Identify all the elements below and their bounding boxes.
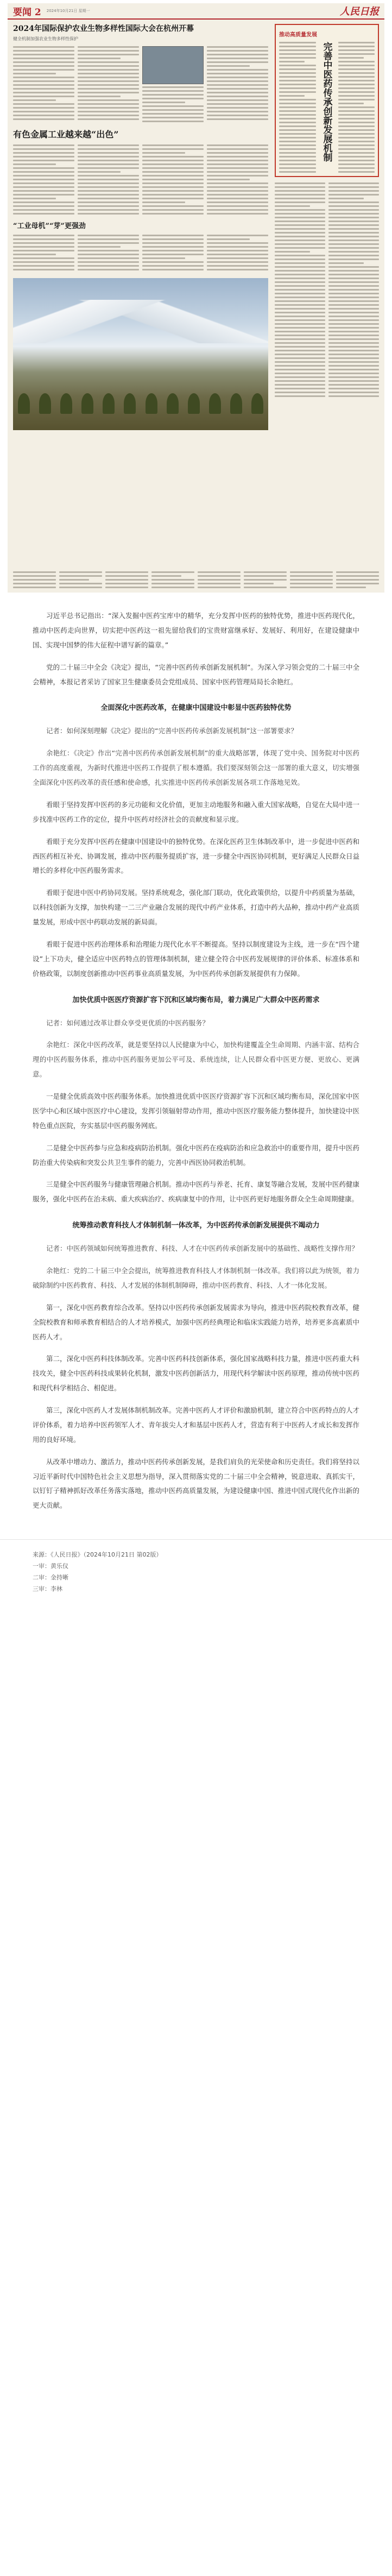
article-paragraph: 看眼于坚持发挥中医药的多元功能和文化价值，更加主动地服务和融入重大国家战略，自觉在大局中进一步找准中医药工作的定位，提升中医药对经济社会的贡献度和显示度。: [33, 800, 359, 823]
newspaper-page-image-wrapper: [0, 0, 392, 593]
newspaper-box-title: 完善中医药传承创新发展机制: [321, 42, 332, 162]
article-answer: 余艳红：深化中医药改革，就是要坚持以人民健康为中心，加快构建覆盖全生命周期、内涵丰富、结构合理的中医药服务体系，推动中医药服务更加公平可及、系统连续，让人民群众看中医更方便、更放心、更满意。: [33, 1041, 359, 1079]
article-source: 来源：《人民日报》（2024年10月21日 第02版）: [33, 1551, 162, 1559]
article-answer: 余艳红：党的二十届三中全会提出，统筹推进教育科技人才体制机制一体改革。我们将以此为统领，着力破除制约中医药教育、科技、人才发展的体制机制障碍，推动中医药教育、科技、人才一体化发展。: [33, 1267, 359, 1289]
newspaper-logo: 人民日报: [340, 6, 379, 17]
article-paragraph: 第一，深化中医药教育综合改革。坚持以中医药传承创新发展需求为导向，推进中医药院校教育改革，健全院校教育和师承教育相结合的人才培养模式，加强中医药经典理论和临床实践能力培养，培养更多高素质中医药人才。: [33, 1303, 359, 1341]
article-question: 记者：如何深刻理解《决定》提出的“完善中医药传承创新发展机制”这一部署要求？: [46, 727, 298, 735]
newspaper-text-block-2: [13, 144, 268, 215]
article-answer: 余艳红：《决定》作出“完善中医药传承创新发展机制”的重大战略部署，体现了党中央、国务院对中医药工作的高度重视，为新时代推进中医药工作提供了根本遵循。我们要深刻领会这一部署的重大意义，切实增强全面深化中医药改革的责任感和使命感，扎实推进中医药传承创新发展各项工作落地见效。: [33, 749, 359, 786]
newspaper-right-text: [275, 182, 379, 397]
article-paragraph: 第二，深化中医药科技体制改革。完善中医药科技创新体系，强化国家战略科技力量，推进中医药重大科技攻关，健全中医药科技成果转化机制，激发中医药创新活力，用现代科学解读中医药原理，推动传统中医药和现代科学相结合、相促进。: [33, 1355, 359, 1393]
article-section-heading: 统筹推动教育科技人才体制机制一体改革，为中医药传承创新发展提供不竭动力: [72, 1221, 320, 1230]
article-paragraph: 看眼于促进中医中药协同发展。坚持系统观念，强化部门联动，优化政策供给，以提升中药质量为基础，以科技创新为支撑，加快构建一二三产业融合发展的现代中药产业体系，打造中药大品种，推动中药产业高质量发展，形成中医中药联动发展的新局面。: [33, 889, 359, 926]
newspaper-box-tag: 推动高质量发展: [279, 32, 317, 38]
newspaper-mid-headline: 有色金属工业越来越“出色”: [13, 129, 119, 140]
article-paragraph: 习近平总书记指出：“深入发掘中医药宝库中的精华，充分发挥中医药的独特优势，推进中医药现代化，推动中医药走向世界，切实把中医药这一祖先留给我们的宝贵财富继承好、发展好、利用好，在建设健康中国、实现中国梦的伟大征程中谱写新的篇章。”: [33, 612, 359, 649]
newspaper-masthead: [8, 3, 384, 20]
article-paragraph: 三是健全中医药服务与健康管理融合机制。推动中医药与养老、托育、康复等融合发展，发展中医药健康服务，强化中医药在治未病、重大疾病治疗、疾病康复中的作用，让中医药更好地服务群众全生命周期健康。: [33, 1180, 359, 1204]
newspaper-top-subheadline: 健全机制加强农业生物多样性保护: [13, 36, 78, 42]
article-paragraph: 二是健全中医药参与应急和疫病防治机制。强化中医药在疫病防治和应急救治中的重要作用，提升中医药防治重大传染病和突发公共卫生事件的能力，完善中西医协同救治机制。: [33, 1143, 359, 1167]
newspaper-page-image: [8, 3, 384, 593]
article-paragraph: 一是健全优质高效中医药服务体系。加快推进优质中医医疗资源扩容下沉和区域均衡布局，深化国家中医医学中心和区域中医医疗中心建设，发挥引领辐射带动作用，推动中医医疗服务能力整体提升，加快建设中医特色重点医院，夯实基层中医药服务网底。: [33, 1092, 359, 1130]
article-section-heading: 加快优质中医医疗资源扩容下沉和区域均衡布局，着力满足广大群众中医药需求: [72, 996, 320, 1004]
article-body: [0, 593, 392, 1526]
newspaper-left-column: [13, 24, 268, 430]
article-question: 记者：中医药领域如何统筹推进教育、科技、人才在中医药传承创新发展中的基础性、战略性支撑作用？: [46, 1244, 359, 1253]
article-paragraph: 看眼于促进中医药治理体系和治理能力现代化水平不断提高。坚持以制度建设为主线，进一步在“四个建设”上下功夫，健全适应中医药特点的管理体制机制，建立健全符合中医药发展规律的评价体系、标准体系和价格政策，以制度创新推动中医药事业高质量发展，为中医药传承创新发展提供有力保障。: [33, 940, 359, 978]
article-meta: [0, 1539, 392, 1611]
newspaper-text-block: [13, 46, 268, 122]
newspaper-landscape-photo: [13, 278, 268, 430]
article-editor-third: 三审：李林: [33, 1585, 62, 1592]
newspaper-right-column: [275, 24, 379, 397]
newspaper-bottom-strip: [13, 571, 379, 588]
article-question: 记者：如何通过改革让群众享受更优质的中医药服务？: [46, 1018, 210, 1027]
article-paragraph: 党的二十届三中全会《决定》提出，“完善中医药传承创新发展机制”。为深入学习领会党的二十届三中全会精神，本报记者采访了国家卫生健康委员会党组成员、国家中医药管理局局长余艳红。: [33, 663, 359, 686]
article-paragraph: 第三，深化中医药人才发展体制机制改革。完善中医药人才评价和激励机制，建立符合中医药特点的人才评价体系，着力培养中医药领军人才、青年拔尖人才和基层中医药人才，营造有利于中医药人才成长和发挥作用的良好环境。: [33, 1406, 359, 1444]
newspaper-photo: [142, 46, 204, 84]
article-paragraph: 从改革中增动力、激活力，推动中医药传承创新发展，是我们肩负的光荣使命和历史责任。我们将坚持以习近平新时代中国特色社会主义思想为指导，深入贯彻落实党的二十届三中全会精神，锐意进取、真抓实干，以钉钉子精神抓好改革任务落实落地，推动中医药高质量发展，为建设健康中国、推进中国式现代化作出新的更大贡献。: [33, 1457, 359, 1510]
newspaper-text-block-3: [13, 235, 268, 270]
article-editor-first: 一审：黄乐仪: [33, 1563, 68, 1570]
newspaper-highlight-box: [275, 24, 379, 177]
newspaper-bottom-headline: “工业母机”“芽”更强劲: [13, 222, 86, 231]
article-paragraph: 看眼于充分发挥中医药在健康中国建设中的独特优势。在深化医药卫生体制改革中，进一步促进中医药和西医药相互补充、协调发展，推动中医药服务提质扩容，进一步健全中西医协同机制，更好满足人民群众日益增长的多样化中医药服务需求。: [33, 837, 359, 875]
newspaper-top-headline: 2024年国际保护农业生物多样性国际大会在杭州开幕: [13, 24, 194, 33]
article-editor-second: 二审：金持晰: [33, 1573, 68, 1581]
article-section-heading: 全面深化中医药改革，在健康中国建设中彰显中医药独特优势: [100, 704, 292, 713]
newspaper-date: 2024年10月21日 星期一: [46, 9, 90, 13]
newspaper-section-label: 要闻 2: [13, 7, 41, 18]
